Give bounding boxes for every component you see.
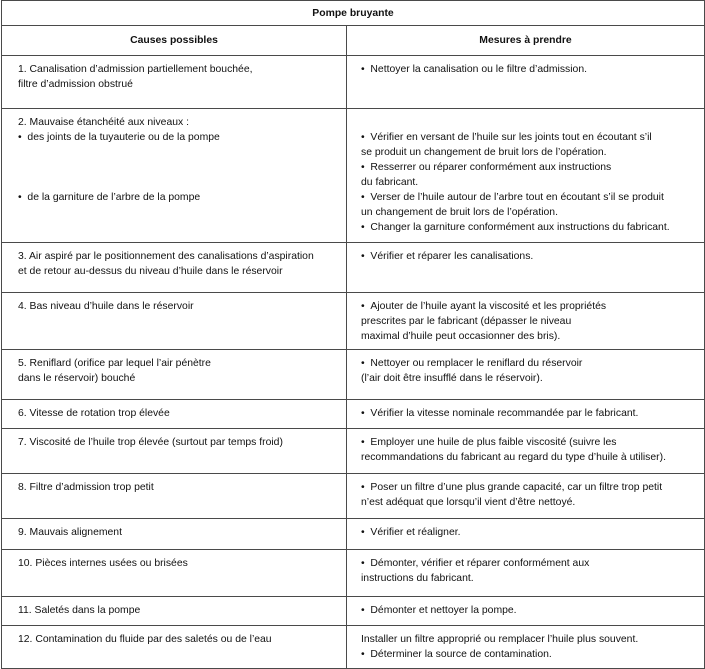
cause-cell xyxy=(2,243,347,293)
action-text: recommandations du fabricant au regard du type d’huile à utiliser). xyxy=(361,452,666,463)
cause-cell xyxy=(2,550,347,597)
table-row xyxy=(2,597,705,626)
action-cell xyxy=(347,56,705,109)
action-text: Installer un filtre approprié ou remplacer l’huile plus souvent. xyxy=(361,634,639,645)
cause-text: 10. Pièces internes usées ou brisées xyxy=(18,558,188,569)
cause-text: filtre d’admission obstrué xyxy=(18,79,133,90)
action-cell xyxy=(347,519,705,550)
action-text: • Nettoyer ou remplacer le reniflard du réservoir xyxy=(361,356,696,371)
action-cell xyxy=(347,350,705,400)
table-row xyxy=(2,243,705,293)
cause-cell xyxy=(2,56,347,109)
action-text: • Ajouter de l’huile ayant la viscosité et les propriétés xyxy=(361,299,696,314)
spacer xyxy=(18,145,338,175)
action-cell xyxy=(347,400,705,429)
action-text: instructions du fabricant. xyxy=(361,573,474,584)
table-row xyxy=(2,474,705,519)
spacer xyxy=(361,115,696,130)
cause-cell xyxy=(2,626,347,669)
action-cell xyxy=(347,429,705,474)
cause-text: 8. Filtre d’admission trop petit xyxy=(18,482,154,493)
cause-text: 2. Mauvaise étanchéité aux niveaux : xyxy=(18,117,189,128)
cause-cell xyxy=(2,400,347,429)
table-row xyxy=(2,429,705,474)
table-row xyxy=(2,626,705,669)
cause-cell xyxy=(2,350,347,400)
action-text: • Resserrer ou réparer conformément aux instructions xyxy=(361,160,696,175)
table-row xyxy=(2,400,705,429)
cause-cell xyxy=(2,109,347,243)
cause-text: • des joints de la tuyauterie ou de la pompe xyxy=(18,130,338,145)
action-text: • Nettoyer la canalisation ou le filtre d’admission. xyxy=(361,62,696,77)
action-cell xyxy=(347,474,705,519)
table-row xyxy=(2,56,705,109)
action-text: n’est adéquat que lorsqu’il vient d’être nettoyé. xyxy=(361,497,576,508)
action-text: un changement de bruit lors de l’opération. xyxy=(361,207,558,218)
action-text: • Vérifier et réaligner. xyxy=(361,525,696,540)
action-text: • Verser de l’huile autour de l’arbre tout en écoutant s’il se produit xyxy=(361,190,696,205)
cause-text: et de retour au-dessus du niveau d’huile dans le réservoir xyxy=(18,266,283,277)
action-text: • Employer une huile de plus faible viscosité (suivre les xyxy=(361,435,696,450)
action-text: prescrites par le fabricant (dépasser le niveau xyxy=(361,316,572,327)
cause-text: 1. Canalisation d’admission partiellement bouchée, xyxy=(18,64,253,75)
cause-text: 5. Reniflard (orifice par lequel l’air pénètre xyxy=(18,358,211,369)
table-row xyxy=(2,550,705,597)
table-row xyxy=(2,519,705,550)
table-row xyxy=(2,109,705,243)
action-text: (l’air doit être insufflé dans le réservoir). xyxy=(361,373,543,384)
cause-cell xyxy=(2,597,347,626)
cause-cell xyxy=(2,474,347,519)
cause-text: 7. Viscosité de l’huile trop élevée (surtout par temps froid) xyxy=(18,437,283,448)
action-text: • Vérifier en versant de l’huile sur les joints tout en écoutant s’il xyxy=(361,130,696,145)
action-text: • Vérifier et réparer les canalisations. xyxy=(361,249,696,264)
cause-text: dans le réservoir) bouché xyxy=(18,373,136,384)
action-text: du fabricant. xyxy=(361,177,419,188)
action-cell xyxy=(347,293,705,350)
action-cell xyxy=(347,626,705,669)
cause-cell xyxy=(2,519,347,550)
table-title: Pompe bruyante xyxy=(2,1,705,26)
cause-text: 9. Mauvais alignement xyxy=(18,527,122,538)
table-row xyxy=(2,350,705,400)
actions-header: Mesures à prendre xyxy=(347,26,705,56)
causes-header: Causes possibles xyxy=(2,26,347,56)
action-text: • Démonter, vérifier et réparer conformément aux xyxy=(361,556,696,571)
cause-text: • de la garniture de l’arbre de la pompe xyxy=(18,190,338,205)
cause-cell xyxy=(2,293,347,350)
action-text: • Vérifier la vitesse nominale recommandée par le fabricant. xyxy=(361,406,696,421)
action-text: • Changer la garniture conformément aux instructions du fabricant. xyxy=(361,220,696,235)
action-text: • Démonter et nettoyer la pompe. xyxy=(361,603,696,618)
cause-text: 4. Bas niveau d’huile dans le réservoir xyxy=(18,301,194,312)
action-cell xyxy=(347,243,705,293)
cause-cell xyxy=(2,429,347,474)
title-row xyxy=(2,1,705,26)
table-row xyxy=(2,293,705,350)
spacer xyxy=(18,175,338,190)
action-cell xyxy=(347,109,705,243)
header-row xyxy=(2,26,705,56)
cause-text: 6. Vitesse de rotation trop élevée xyxy=(18,408,170,419)
action-cell xyxy=(347,597,705,626)
action-text: se produit un changement de bruit lors de l’opération. xyxy=(361,147,607,158)
cause-text: 3. Air aspiré par le positionnement des canalisations d’aspiration xyxy=(18,251,314,262)
action-text: • Déterminer la source de contamination. xyxy=(361,647,696,662)
action-text: maximal d’huile peut occasionner des bris). xyxy=(361,331,561,342)
action-cell xyxy=(347,550,705,597)
cause-text: 12. Contamination du fluide par des saletés ou de l’eau xyxy=(18,634,272,645)
cause-text: 11. Saletés dans la pompe xyxy=(18,605,141,616)
troubleshooting-table xyxy=(1,0,705,669)
action-text: • Poser un filtre d’une plus grande capacité, car un filtre trop petit xyxy=(361,480,696,495)
